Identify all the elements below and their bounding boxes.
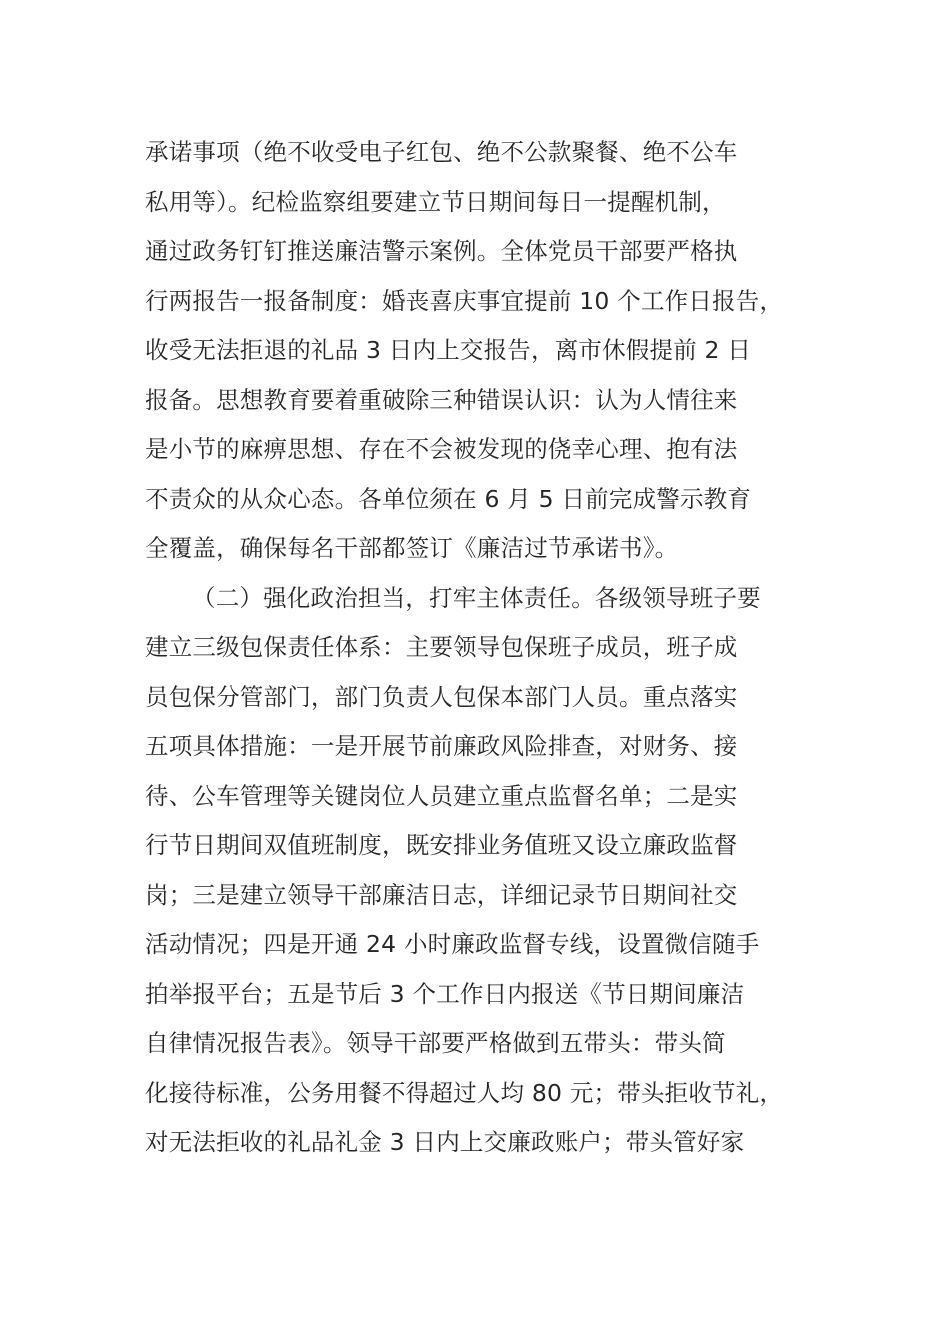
text-line: 拍举报平台；五是节后 3 个工作日内报送《节日期间廉洁 <box>145 979 745 1008</box>
text-line: 对无法拒收的礼品礼金 3 日内上交廉政账户；带头管好家 <box>145 1128 745 1156</box>
text-line: 是小节的麻痹思想、存在不会被发现的侥幸心理、抱有法 <box>145 435 738 463</box>
text-line: 私用等）。纪检监察组要建立节日期间每日一提醒机制， <box>145 187 726 216</box>
text-line: 待、公车管理等关键岗位人员建立重点监督名单；二是实 <box>145 781 738 810</box>
text-line: 承诺事项（绝不收受电子红包、绝不公款聚餐、绝不公车 <box>145 138 738 166</box>
body-text <box>145 128 845 1168</box>
text-line: 收受无法拒退的礼品 3 日内上交报告，离市休假提前 2 日 <box>145 336 752 364</box>
text-line: 活动情况；四是开通 24 小时廉政监督专线，设置微信随手 <box>145 930 760 958</box>
text-line: 建立三级包保责任体系：主要领导包保班子成员，班子成 <box>145 633 738 661</box>
text-line: 自律情况报告表》。领导干部要严格做到五带头：带头简 <box>145 1029 726 1057</box>
text-line: 员包保分管部门，部门负责人包保本部门人员。重点落实 <box>145 682 738 711</box>
text-line: 行节日期间双值班制度，既安排业务值班又设立廉政监督 <box>145 831 738 859</box>
section-heading-line: （二）强化政治担当，打牢主体责任。各级领导班子要 <box>192 583 761 612</box>
text-line: 全覆盖，确保每名干部都签订《廉洁过节承诺书》。 <box>145 534 679 562</box>
text-line: 通过政务钉钉推送廉洁警示案例。全体党员干部要严格执 <box>145 237 738 265</box>
text-line: 化接待标准，公务用餐不得超过人均 80 元；带头拒收节礼， <box>145 1078 784 1107</box>
text-line: 岗；三是建立领导干部廉洁日志，详细记录节日期间社交 <box>145 880 738 909</box>
text-line: 报备。思想教育要着重破除三种错误认识：认为人情往来 <box>145 385 738 414</box>
text-line: 五项具体措施：一是开展节前廉政风险排查，对财务、接 <box>145 732 738 760</box>
text-line: 行两报告一报备制度：婚丧喜庆事宜提前 10 个工作日报告， <box>145 286 784 315</box>
text-line: 不责众的从众心态。各单位须在 6 月 5 日前完成警示教育 <box>145 484 752 513</box>
